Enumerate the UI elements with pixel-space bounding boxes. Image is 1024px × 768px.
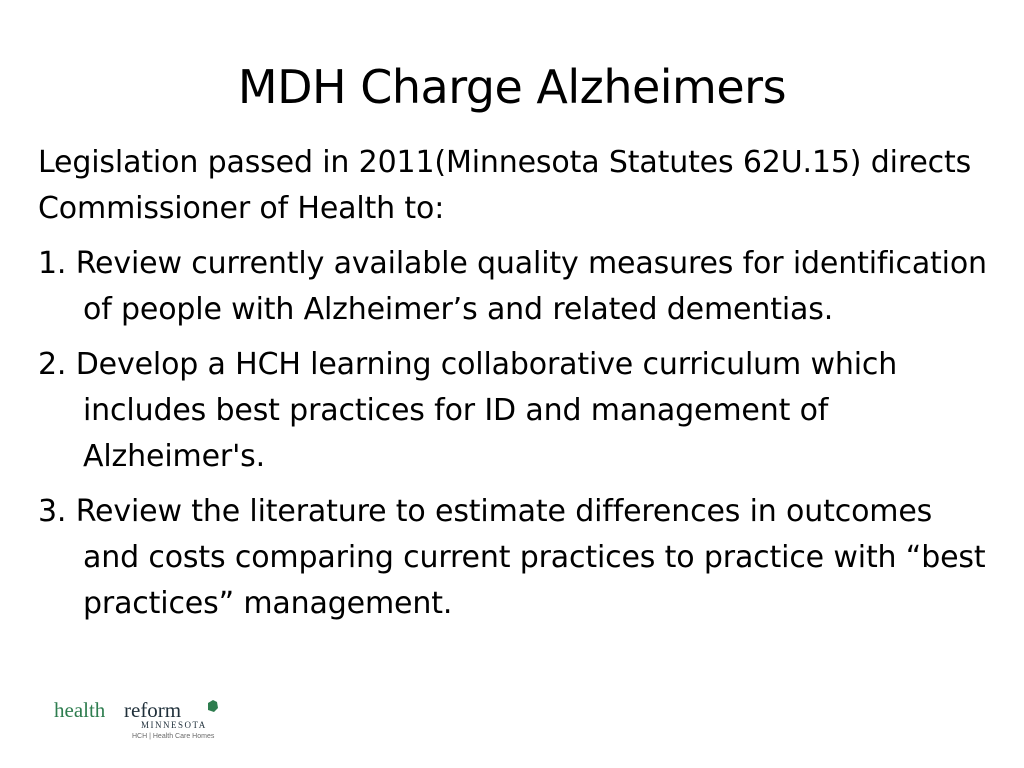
logo-word-reform: reform: [124, 698, 182, 722]
health-reform-minnesota-logo: [54, 695, 234, 745]
slide-body: [38, 140, 988, 636]
minnesota-shape-icon: [208, 700, 218, 712]
logo-word-health: health: [54, 698, 106, 722]
list-item-1: 1. Review currently available quality measures for identification of people with Alzheimer’s and related dementias.: [38, 246, 987, 327]
intro-text: Legislation passed in 2011(Minnesota Statutes 62U.15) directs Commissioner of Health to:: [38, 145, 972, 226]
list-item-3: 3. Review the literature to estimate differences in outcomes and costs comparing current practices to practice with “best practices” management.: [38, 494, 986, 621]
slide-title: MDH Charge Alzheimers: [237, 60, 787, 114]
list-item-2: 2. Develop a HCH learning collaborative curriculum which includes best practices for ID and management of Alzheimer's.: [38, 347, 898, 474]
logo-tagline: HCH | Health Care Homes: [132, 733, 215, 740]
logo-state: MINNESOTA: [141, 720, 207, 730]
